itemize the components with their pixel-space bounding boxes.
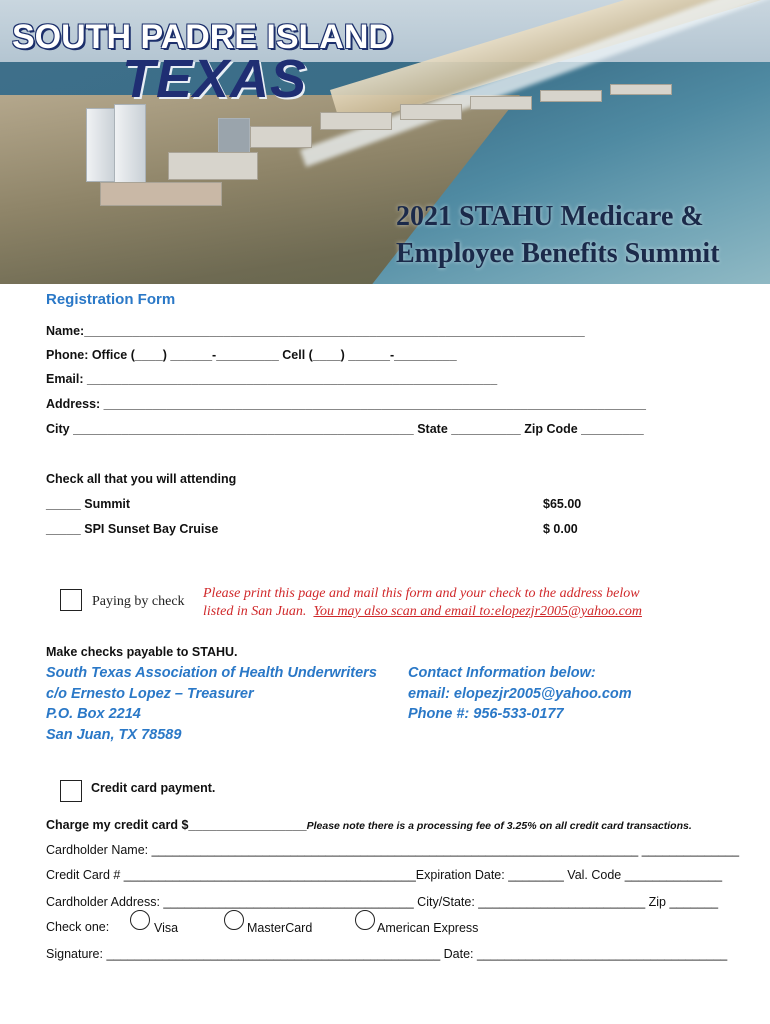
email-field[interactable]: Email: ___________________________________________________________ xyxy=(46,372,498,386)
banner-title-top: SOUTH PADRE ISLAND xyxy=(12,18,393,56)
paying-by-check-label: Paying by check xyxy=(92,594,185,609)
check-mail-instructions xyxy=(203,585,642,621)
banner-building xyxy=(610,84,672,95)
checks-payable-note: Make checks payable to STAHU. xyxy=(46,645,238,659)
paying-by-check-checkbox[interactable] xyxy=(60,589,82,611)
mastercard-radio[interactable] xyxy=(224,910,244,930)
event-title-line1: 2021 STAHU Medicare & xyxy=(396,201,704,232)
name-field[interactable]: Name:________________________________________________________________________ xyxy=(46,324,585,338)
american-express-radio[interactable] xyxy=(355,910,375,930)
signature-date-field[interactable]: Signature: ________________________________________________ Date: ____________________________________ xyxy=(46,947,728,961)
address-field[interactable]: Address: ______________________________________________________________________________ xyxy=(46,397,646,411)
contact-information xyxy=(408,663,632,725)
banner-building xyxy=(470,96,532,110)
visa-label: Visa xyxy=(154,921,179,935)
processing-fee-note: Please note there is a processing fee of 3.25% on all credit card transactions. xyxy=(306,820,692,832)
address-line: c/o Ernesto Lopez – Treasurer xyxy=(46,685,254,702)
banner-building xyxy=(168,152,258,180)
banner-building xyxy=(86,108,116,182)
address-line: San Juan, TX 78589 xyxy=(46,726,182,743)
card-number-expiration-field[interactable]: Credit Card # __________________________________________Expiration Date: ________ Val. Code ______________ xyxy=(46,868,723,882)
cardholder-name-field[interactable]: Cardholder Name: ______________________________________________________________________ ______________ xyxy=(46,843,740,857)
banner-title-texas: TEXAS xyxy=(122,49,308,109)
attendance-summit-price: $65.00 xyxy=(543,497,582,511)
banner-building xyxy=(114,104,146,184)
attendance-heading: Check all that you will attending xyxy=(46,472,237,486)
card-type-label: Check one: xyxy=(46,920,110,934)
mailing-address xyxy=(46,663,377,745)
banner-building xyxy=(540,90,602,102)
banner-building xyxy=(250,126,312,148)
check-note-line2 xyxy=(203,603,642,621)
mastercard-label: MasterCard xyxy=(247,921,313,935)
contact-heading: Contact Information below: xyxy=(408,665,596,681)
credit-card-payment-label: Credit card payment. xyxy=(91,781,216,795)
contact-email[interactable]: email: elopezjr2005@yahoo.com xyxy=(408,685,632,702)
address-line: P.O. Box 2214 xyxy=(46,706,141,722)
banner-building xyxy=(400,104,462,120)
check-note-line1: Please print this page and mail this form and your check to the address below xyxy=(203,586,640,601)
cardholder-address-field[interactable]: Cardholder Address: ____________________________________ City/State: ________________________ Zip _______ xyxy=(46,895,719,909)
visa-radio[interactable] xyxy=(130,910,150,930)
attendance-summit-option[interactable]: _____ Summit xyxy=(46,497,131,511)
city-state-zip-field[interactable]: City _________________________________________________ State __________ Zip Code _________ xyxy=(46,422,644,436)
banner-building xyxy=(320,112,392,130)
american-express-label: American Express xyxy=(377,921,479,935)
contact-phone: Phone #: 956-533-0177 xyxy=(408,706,564,722)
banner-building xyxy=(100,182,222,206)
check-note-plain: listed in San Juan. xyxy=(203,604,307,619)
attendance-cruise-price: $ 0.00 xyxy=(543,522,578,536)
header-banner xyxy=(0,0,770,284)
phone-field[interactable]: Phone: Office (____) ______-_________ Cell (____) ______-_________ xyxy=(46,348,457,362)
event-title-line2: Employee Benefits Summit xyxy=(396,238,720,269)
address-line: South Texas Association of Health Underwriters xyxy=(46,665,377,681)
charge-amount-row xyxy=(46,816,692,834)
scan-email-link[interactable]: You may also scan and email to:elopezjr2005@yahoo.com xyxy=(313,604,642,619)
credit-card-payment-checkbox[interactable] xyxy=(60,780,82,802)
charge-amount-field[interactable]: Charge my credit card $_________________ xyxy=(46,818,307,832)
attendance-cruise-option[interactable]: _____ SPI Sunset Bay Cruise xyxy=(46,522,219,536)
registration-form-heading: Registration Form xyxy=(46,291,176,308)
event-title xyxy=(396,198,766,272)
